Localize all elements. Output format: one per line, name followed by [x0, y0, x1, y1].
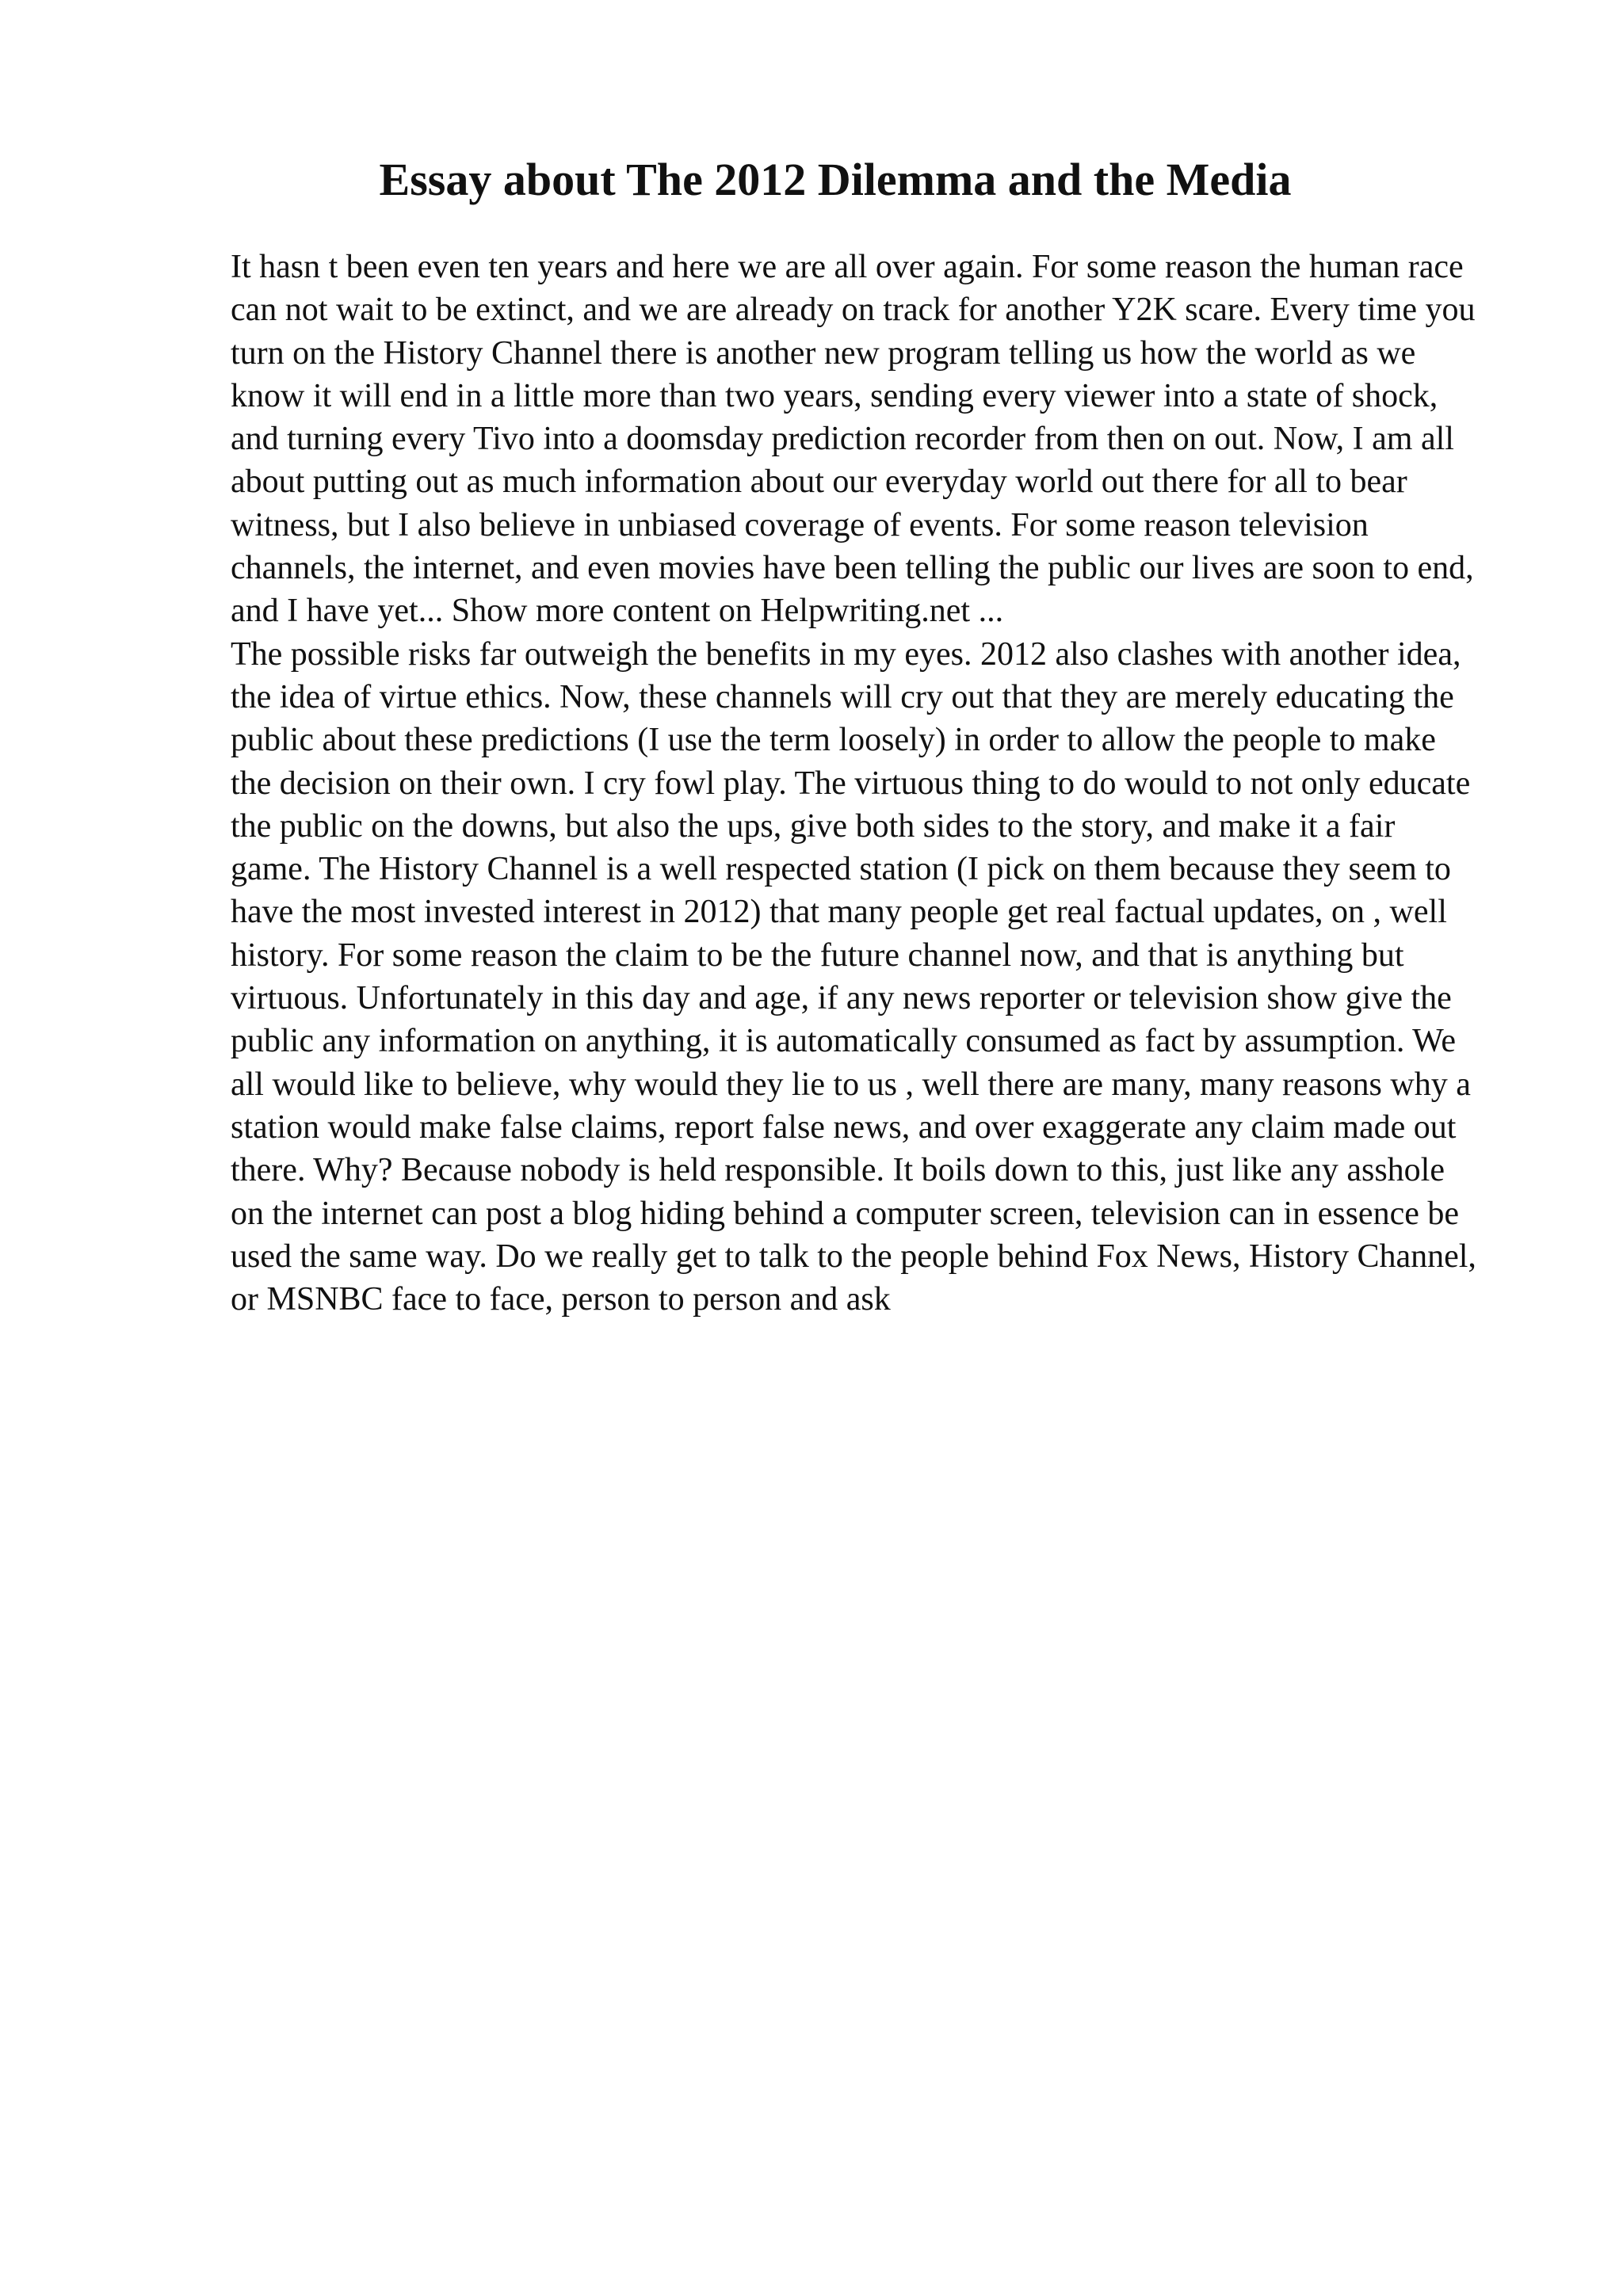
paragraph-main: The possible risks far outweigh the benefits in my eyes. 2012 also clashes with another idea, the idea of virtue ethics. Now, these channels will cry out that they are merely educating the public about these predictions (I use the term loosely) in order to allow the people to make the decision on their own. I cry fowl play. The virtuous thing to do would to not only educate the public on the downs, but also the ups, give both sides to the story, and make it a fair game. The History Channel is a well respected station (I pick on them because they seem to have the most invested interest in 2012) that many people get real factual updates, on , well history. For some reason the claim to be the future channel now, and that is anything but virtuous. Unfortunately in this day and age, if any news reporter or television show give the public any information on anything, it is automatically consumed as fact by assumption. We all would like to believe, why would they lie to us , well there are many, many reasons why a station would make false claims, report false news, and over exaggerate any claim made out there. Why? Because nobody is held responsible. It boils down to this, just like any asshole on the internet can post a blog hiding behind a computer screen, television can in essence be used the same way. Do we really get to talk to the people behind Fox News, History Channel, or MSNBC face to face, person to person and ask	[231, 635, 1476, 1318]
paragraph-intro: It hasn t been even ten years and here we are all over again. For some reason the human race can not wait to be extinct, and we are already on track for another Y2K scare. Every time you turn on the History Channel there is another new program telling us how the world as we know it will end in a little more than two years, sending every viewer into a state of shock, and turning every Tivo into a doomsday prediction recorder from then on out. Now, I am all about putting out as much information about our everyday world out there for all to bear witness, but I also believe in unbiased coverage of events. For some reason television channels, the internet, and even movies have been telling the public our lives are soon to end, and I have yet... Show more content on Helpwriting.net ...	[231, 249, 1476, 630]
document-body	[231, 246, 1483, 1321]
document-title: Essay about The 2012 Dilemma and the Media	[379, 154, 1292, 205]
